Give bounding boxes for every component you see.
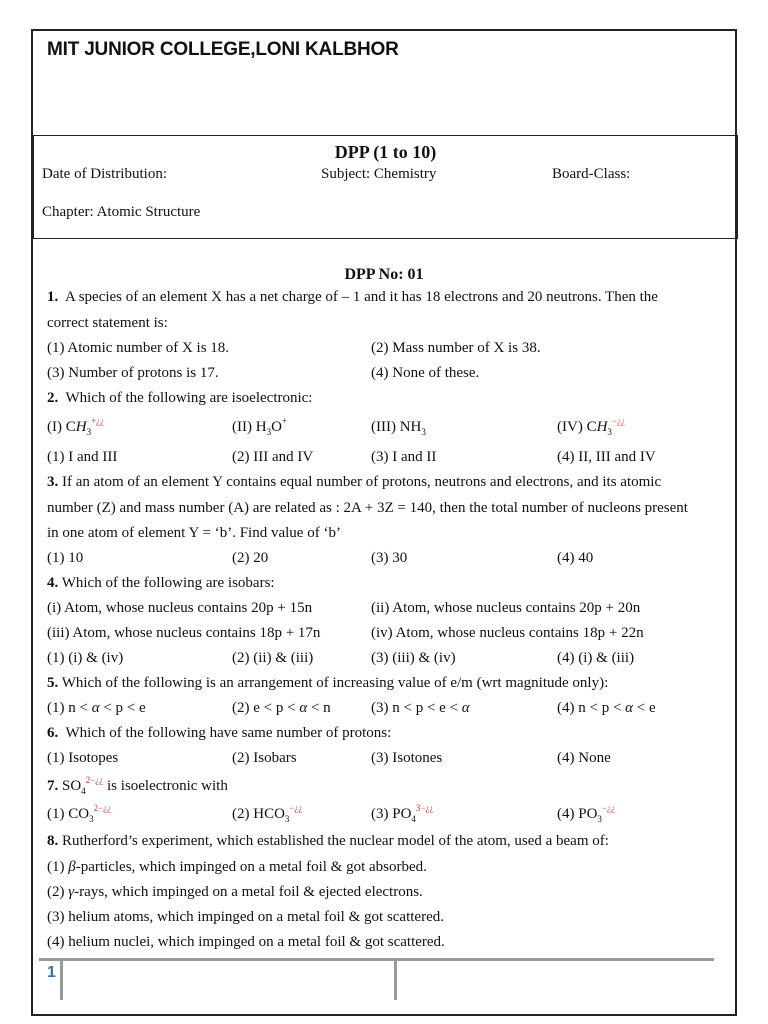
q2-option-4: (4) II, III and IV — [557, 449, 656, 465]
info-box — [33, 135, 738, 239]
question-3 — [47, 472, 661, 492]
option-part: (1) — [47, 859, 69, 875]
alpha-symbol: α — [299, 700, 308, 716]
subscript: 3 — [89, 814, 94, 824]
alpha-symbol: α — [91, 700, 100, 716]
q8-option-2 — [47, 882, 423, 902]
q3-option-1: (1) 10 — [47, 550, 84, 566]
superscript: +¿¿ — [91, 416, 105, 426]
question-number: 5. — [47, 675, 59, 691]
q7-option-2 — [232, 804, 303, 825]
date-of-distribution: Date of Distribution: — [42, 166, 167, 182]
q6-option-4: (4) None — [557, 750, 611, 766]
q4-statement-i: (i) Atom, whose nucleus contains 20p + 15n — [47, 600, 313, 616]
option-part: (2) — [47, 884, 69, 900]
question-text: Which of the following are isoelectronic: — [65, 390, 313, 406]
option-part: (2) e < p < — [232, 700, 300, 716]
gamma-symbol: γ — [68, 884, 75, 900]
formula-prefix: SO — [62, 778, 82, 794]
question-1 — [47, 287, 658, 307]
q7-option-4 — [557, 804, 615, 825]
alpha-symbol: α — [625, 700, 634, 716]
subscript: 3 — [266, 427, 272, 437]
q6-option-2: (2) Isobars — [232, 750, 297, 766]
subscript: 4 — [411, 814, 416, 824]
superscript: 2−¿¿ — [93, 803, 112, 813]
footer-column-divider — [60, 960, 63, 1000]
superscript: 3−¿¿ — [415, 803, 434, 813]
species-o: O — [271, 419, 282, 435]
q2-species-3 — [371, 417, 426, 438]
question-7 — [47, 776, 228, 797]
question-text: Which of the following is an arrangement of increasing value of e/m (wrt magnitude only): — [61, 675, 609, 691]
subscript: 3 — [421, 427, 426, 437]
superscript: −¿¿ — [601, 803, 615, 813]
q5-option-3 — [371, 698, 470, 718]
q2-species-4 — [557, 417, 625, 438]
option-part: -particles, which impinged on a metal foil & got absorbed. — [75, 859, 427, 875]
q4-statement-iii: (iii) Atom, whose nucleus contains 18p + 17n — [47, 625, 321, 641]
q7-option-3 — [371, 804, 434, 825]
q4-option-3: (3) (iii) & (iv) — [371, 650, 456, 666]
dpp-range-title: DPP (1 to 10) — [334, 142, 437, 162]
q8-option-1 — [47, 857, 427, 877]
q5-option-1 — [47, 698, 146, 718]
superscript: + — [281, 416, 287, 426]
question-number: 8. — [47, 833, 59, 849]
species-prefix: (II) H — [232, 419, 267, 435]
species-prefix: (I) C — [47, 419, 76, 435]
question-number: 7. — [47, 778, 59, 794]
dpp-number: DPP No: 01 — [344, 266, 424, 283]
q1-option-4: (4) None of these. — [371, 365, 480, 381]
question-number: 6. — [47, 725, 59, 741]
page-number: 1 — [47, 964, 56, 981]
question-2 — [47, 388, 312, 408]
formula-prefix: (2) HCO — [232, 806, 285, 822]
q2-species-1 — [47, 417, 104, 438]
formula-prefix: (1) CO — [47, 806, 90, 822]
option-part: < e — [633, 700, 656, 716]
alpha-symbol: α — [461, 700, 470, 716]
subscript: 4 — [81, 786, 86, 796]
subscript: 3 — [597, 814, 602, 824]
question-text: A species of an element X has a net charge of – 1 and it has 18 electrons and 20 neutrons. Then the — [64, 289, 658, 305]
q4-statement-iv: (iv) Atom, whose nucleus contains 18p + 22n — [371, 625, 644, 641]
college-name: MIT JUNIOR COLLEGE,LONI KALBHOR — [47, 39, 399, 60]
formula-prefix: (4) PO — [557, 806, 598, 822]
question-number: 2. — [47, 390, 59, 406]
q3-option-3: (3) 30 — [371, 550, 408, 566]
chapter-label: Chapter: Atomic Structure — [42, 204, 201, 220]
q4-option-2: (2) (ii) & (iii) — [232, 650, 314, 666]
q1-option-1: (1) Atomic number of X is 18. — [47, 340, 230, 356]
subscript: 3 — [86, 427, 92, 437]
question-1-line-2: correct statement is: — [47, 315, 168, 331]
q3-option-2: (2) 20 — [232, 550, 269, 566]
q4-option-4: (4) (i) & (iii) — [557, 650, 635, 666]
subject-label: Subject: Chemistry — [321, 166, 437, 182]
q5-option-2 — [232, 698, 331, 718]
question-3-line-2: number (Z) and mass number (A) are related as : 2A + 3Z = 140, then the total number of nucleons present — [47, 500, 688, 516]
question-3-line-3: in one atom of element Y = ‘b’. Find value of ‘b’ — [47, 525, 341, 541]
q6-option-3: (3) Isotones — [371, 750, 443, 766]
superscript: −¿¿ — [611, 416, 625, 426]
question-text: is isoelectronic with — [103, 778, 228, 794]
formula-prefix: (3) PO — [371, 806, 412, 822]
superscript: 2−¿¿ — [85, 775, 104, 785]
question-number: 1. — [47, 289, 59, 305]
q7-option-1 — [47, 804, 111, 825]
option-part: < n — [307, 700, 331, 716]
option-part: (3) n < p < e < — [371, 700, 462, 716]
option-part: (1) n < — [47, 700, 92, 716]
option-part: -rays, which impinged on a metal foil & ejected electrons. — [74, 884, 423, 900]
question-number: 3. — [47, 474, 59, 490]
question-text: Which of the following have same number of protons: — [65, 725, 392, 741]
q1-option-3: (3) Number of protons is 17. — [47, 365, 219, 381]
q1-option-2: (2) Mass number of X is 38. — [371, 340, 541, 356]
q8-option-4: (4) helium nuclei, which impinged on a metal foil & got scattered. — [47, 934, 445, 950]
question-text: Rutherford’s experiment, which established the nuclear model of the atom, used a beam of: — [62, 833, 609, 849]
species-prefix: (IV) C — [557, 419, 597, 435]
footer-divider — [39, 958, 714, 961]
beta-symbol: β — [68, 859, 76, 875]
subscript: 3 — [284, 814, 290, 824]
question-text: Which of the following are isobars: — [61, 575, 275, 591]
q4-statement-ii: (ii) Atom, whose nucleus contains 20p + 20n — [371, 600, 641, 616]
q4-option-1: (1) (i) & (iv) — [47, 650, 124, 666]
question-4 — [47, 573, 275, 593]
board-class-label: Board-Class: — [552, 166, 631, 182]
q2-option-3: (3) I and II — [371, 449, 437, 465]
superscript: −¿¿ — [289, 803, 303, 813]
species-h: H — [75, 419, 87, 435]
footer-column-divider — [394, 960, 397, 1000]
q8-option-3: (3) helium atoms, which impinged on a metal foil & got scattered. — [47, 909, 444, 925]
question-8 — [47, 831, 609, 851]
q2-option-2: (2) III and IV — [232, 449, 314, 465]
species-prefix: (III) NH — [371, 419, 422, 435]
option-part: < p < e — [99, 700, 146, 716]
q2-option-1: (1) I and III — [47, 449, 118, 465]
subscript: 3 — [607, 427, 612, 437]
q5-option-4 — [557, 698, 656, 718]
question-5 — [47, 673, 608, 693]
species-h: H — [596, 419, 608, 435]
q6-option-1: (1) Isotopes — [47, 750, 119, 766]
question-text: If an atom of an element Y contains equal number of protons, neutrons and electrons, and its atomic — [62, 474, 662, 490]
question-6 — [47, 723, 391, 743]
question-number: 4. — [47, 575, 59, 591]
q2-species-2 — [232, 417, 287, 438]
q3-option-4: (4) 40 — [557, 550, 594, 566]
option-part: (4) n < p < — [557, 700, 626, 716]
